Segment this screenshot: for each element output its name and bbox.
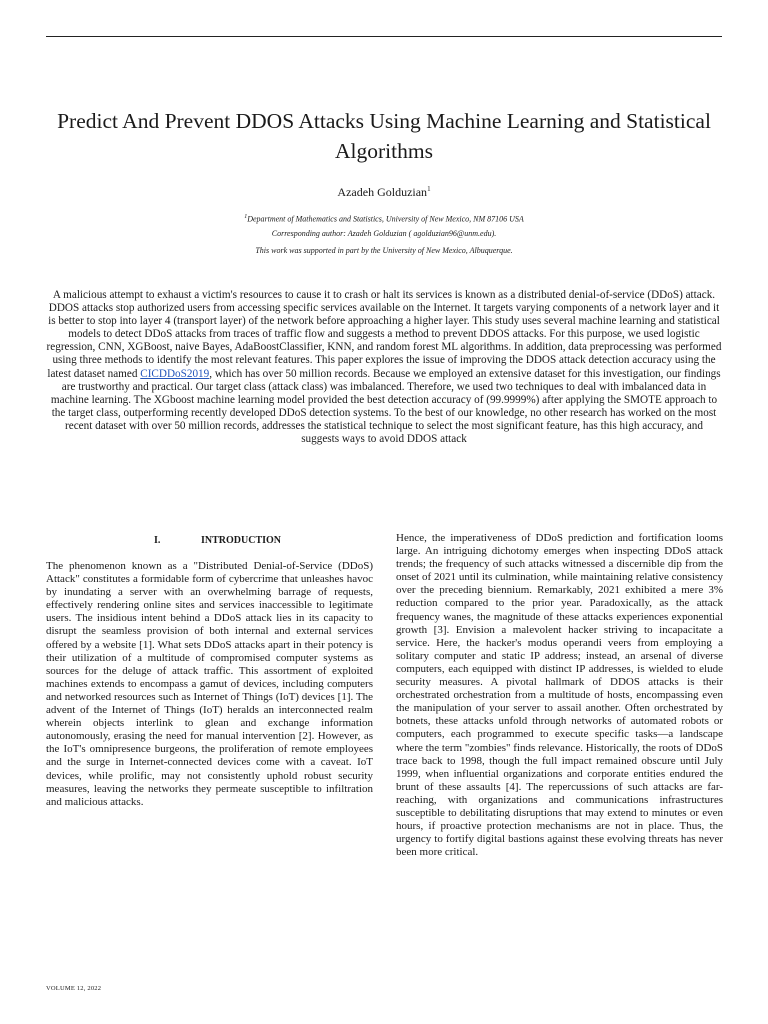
author-name: Azadeh Golduzian [337, 185, 428, 199]
right-column [396, 532, 723, 859]
header-rule [46, 36, 722, 37]
paper-title: Predict And Prevent DDOS Attacks Using Machine Learning and Statistical Algorithms [57, 109, 711, 163]
abstract [46, 289, 722, 446]
author-line [0, 182, 768, 199]
intro-paragraph-2: Hence, the imperativeness of DDoS prediction and fortification looms large. An intriguing dichotomy emerges when inspecting DDoS attack trends; the frequency of such attacks witnessed a discernible dip from the onset of 2021 until its culmination, while maintaining relative consistency over the preceding biennium. Remarkably, 2021 exhibited a mere 3% reduction compared to the prior year. Paradoxically, as the attack frequency wanes, the magnitude of these attacks experiences exponential growth [3]. Envision a malevolent hacker striving to incapacitate a service. Here, the hacker's modus operandi veers from employing a solitary computer and static IP address; instead, an arsenal of diverse computers, each equipped with distinct IP addresses, is wielded to elude security measures. A pivotal hallmark of DDOS attacks is their orchestrated orchestration from a multitude of hosts, encompassing even the manipulation of your server to assail another. Often orchestrated by botnets, these attacks unfold through networks of automated robots or computers, each programmed to execute specific tasks—a landscape where the term "zombies" finds relevance. Historically, the roots of DDoS trace back to 1998, though the full impact remained obscure until July 1999, when influential organizations and corporate entities endured the brunt of these assaults [4]. The repercussions of such attacks are far-reaching, with organizations and communications infrastructures susceptible to debilitating disruptions that may extend to minutes or even hours, if proactive protection mechanisms are not in place. Thus, the urgency to fortify digital bastions against these evolving threats has never been more critical. [396, 532, 723, 859]
page-footer-volume: VOLUME 12, 2022 [46, 985, 102, 992]
funding-note: This work was supported in part by the University of New Mexico, Albuquerque. [255, 246, 513, 255]
corresponding-author: Corresponding author: Azadeh Golduzian ( agolduzian96@unm.edu). [271, 229, 497, 238]
abstract-text-start: A malicious attempt to exhaust a victim's resources to cause it to crash or halt its services is known as a distributed denial-of-service (DDoS) attack. DDOS attacks stop authorized users from accessing specific services available on the Internet. It targets varying components of a network layer and it is better to stop into layer 4 (transport layer) of the network before approaching a higher layer. This study uses several machine learning and statistical models to detect DDoS attacks from traces of traffic flow and suggests a method to prevent DDOS attacks. For this purpose, we used logistic regression, CNN, XGBoost, naive Bayes, AdaBoostClassifier, KNN, and random forest ML algorithms. In addition, data preprocessing was performed using three methods to identify the most relevant features. This paper explores the issue of improving the DDOS attack detection accuracy using the latest dataset named [46, 289, 722, 380]
abstract-text-end: , which has over 50 million records. Because we employed an extensive dataset for this investigation, our findings are trustworthy and practical. Our target class (attack class) was imbalanced. Therefore, we used two techniques to deal with imbalanced data in machine learning. The XGboost machine learning model provided the best detection accuracy of (99.9999%) after applying the SMOTE approach to the target class, outperforming recently developed DDoS detection systems. To the best of our knowledge, no other research has worked on the most recent dataset with over 50 million records, addresses the statistical technique to select the most significant feature, has this high accuracy, and suggests ways to avoid DDOS attack [50, 367, 721, 446]
affiliation-department [0, 212, 768, 225]
author-superscript: 1 [427, 185, 431, 193]
dataset-link[interactable]: CICDDoS2019 [140, 367, 210, 380]
left-column [46, 560, 373, 809]
affiliation-superscript: 1 [244, 214, 248, 220]
section-number: I. [154, 535, 161, 546]
section-title: INTRODUCTION [201, 535, 282, 546]
department-text: Department of Mathematics and Statistics, University of New Mexico, NM 87106 USA [247, 214, 524, 224]
intro-paragraph-1: The phenomenon known as a "Distributed Denial-of-Service (DDoS) Attack" constitutes a formidable form of cybercrime that unleashes havoc by inundating a server with an overwhelming barrage of requests, effectively rendering online sites and services inaccessible to legitimate users. The insidious intent behind a DDoS attack lies in its capacity to disrupt the seamless provision of both internal and external services offered by a website [1]. What sets DDoS attacks apart in their potency is their utilization of a multitude of compromised computer systems as sources for the deluge of attack traffic. This assortment of exploited machines extends to encompass a gamut of devices, including computers and networked resources such as Internet of Things (IoT) devices [1]. The advent of the Internet of Things (IoT) heralds an interconnected realm wherein objects interlink to glean and exchange information autonomously, erasing the need for manual intervention [2]. However, as the IoT's omnipresence burgeons, the proliferation of remote employees and the surge in Internet-connected devices come with a caveat. IoT devices, while prolific, may not consistently uphold robust security measures, leaving the networks they permeate susceptible to infiltration and malicious attacks. [46, 560, 373, 808]
